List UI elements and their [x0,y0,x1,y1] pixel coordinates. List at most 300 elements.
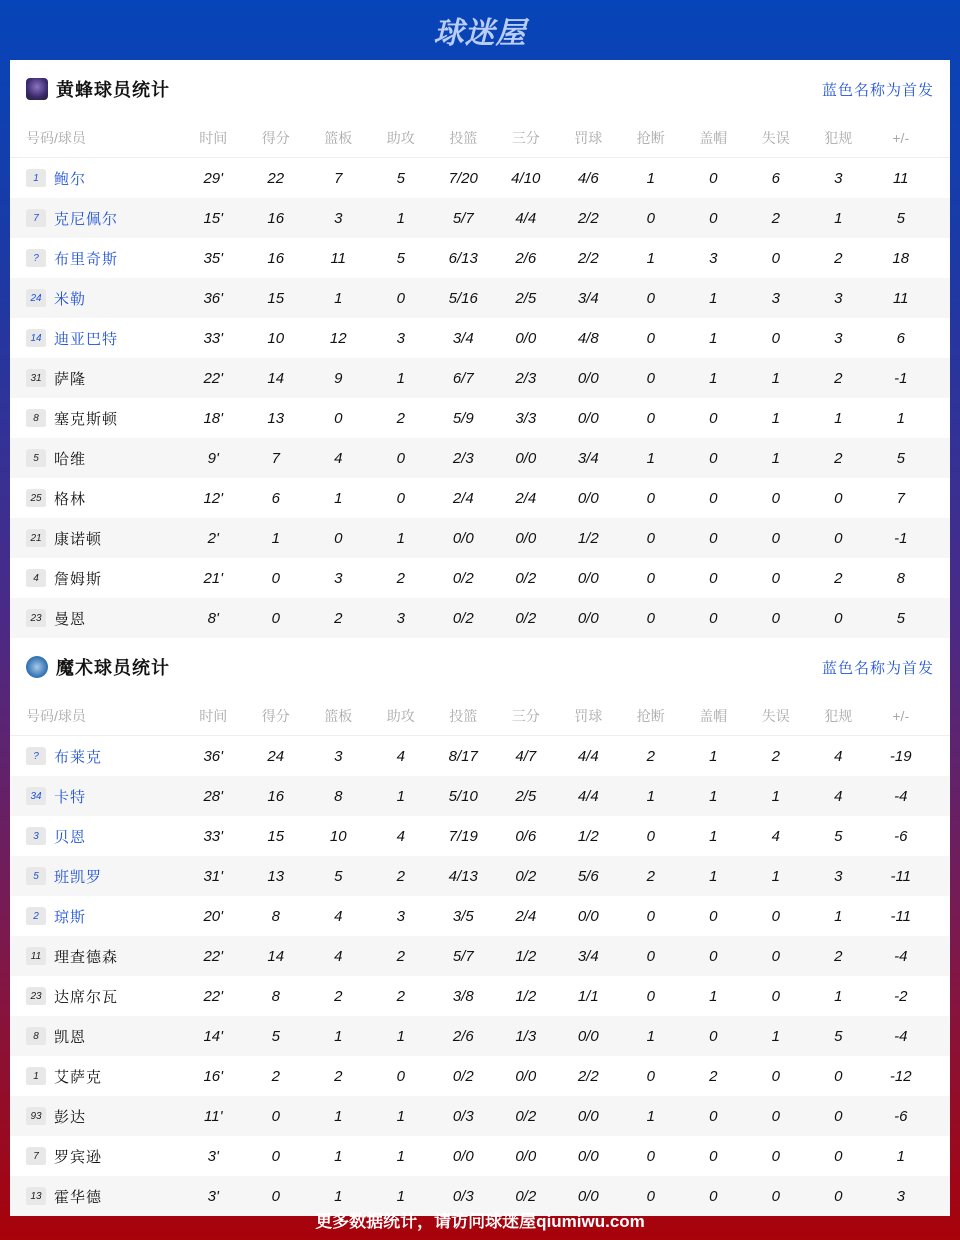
stat-cell: 0 [646,209,655,227]
jersey-number-icon: ? [26,747,46,765]
stat-cell: 9 [334,369,343,387]
stat-cell: 0 [709,409,718,427]
stat-cell: 1 [709,747,718,765]
stat-cell: 5/6 [577,867,599,885]
player-name[interactable]: 卡特 [54,788,87,806]
player-name[interactable]: 萨隆 [54,370,87,388]
stat-cell: 0/0 [452,529,474,547]
stat-cell: 2 [771,747,780,765]
stat-cell: 5 [896,209,905,227]
jersey-number-icon: 34 [26,787,46,805]
stat-cell: 2 [334,987,343,1005]
stat-cell: 3 [334,747,343,765]
column-header: 号码/球员 [26,129,86,146]
stat-cell: 3/4 [577,449,599,467]
player-cell [10,208,182,229]
column-header: 抢断 [636,129,665,146]
player-row[interactable] [10,598,950,638]
stat-cell: 3 [334,209,343,227]
player-name[interactable]: 曼恩 [54,610,87,628]
player-row[interactable] [10,558,950,598]
stat-cell: 5 [396,169,405,187]
jersey-number-icon: 11 [26,947,46,965]
stat-cell: 4 [334,907,343,925]
stat-cell: 22' [203,987,224,1005]
stat-cell: 0 [646,827,655,845]
team-section [10,60,950,638]
stat-cell: 4 [834,747,843,765]
player-row[interactable] [10,518,950,558]
stat-cell: 4 [334,947,343,965]
player-row[interactable] [10,478,950,518]
jersey-number-icon: 23 [26,987,46,1005]
stat-cell: 15 [267,289,285,307]
player-cell [10,866,182,887]
stat-cell: -1 [894,369,908,387]
stat-cell: 1 [334,489,343,507]
player-row[interactable] [10,1136,950,1176]
stat-cell: -6 [894,1107,908,1125]
stat-cell: 0/3 [452,1187,474,1205]
stat-cell: 24 [267,747,285,765]
stat-cell: 14' [203,1027,224,1045]
stat-cell: 0 [709,907,718,925]
column-header: 时间 [199,129,228,146]
player-row[interactable] [10,976,950,1016]
stat-cell: 0/0 [515,329,537,347]
stat-cell: 0/0 [577,369,599,387]
stat-cell: 3 [834,867,843,885]
team-heading [26,76,170,102]
player-cell [10,488,182,509]
stat-cell: 1 [334,1187,343,1205]
stat-cell: 1 [771,787,780,805]
stat-cell: 1 [334,1107,343,1125]
jersey-number-icon: 5 [26,867,46,885]
stat-cell: 33' [203,329,224,347]
stat-cell: 12 [329,329,347,347]
player-name[interactable]: 班凯罗 [54,868,103,886]
starter-legend: 蓝色名称为首发 [821,659,934,677]
stat-cell: 1 [709,827,718,845]
stat-cell: 0/0 [577,489,599,507]
player-name[interactable]: 哈维 [54,450,87,468]
stat-cell: 2 [334,609,343,627]
stat-cell: 1 [771,409,780,427]
jersey-number-icon: 7 [26,1147,46,1165]
stat-cell: 2 [834,947,843,965]
stat-cell: 0 [396,289,405,307]
stat-cell: 1 [771,867,780,885]
jersey-number-icon: 8 [26,1027,46,1045]
player-row[interactable] [10,1096,950,1136]
stat-cell: 3/3 [515,409,537,427]
column-header: +/- [892,129,910,146]
player-name[interactable]: 贝恩 [54,828,87,846]
stat-cell: 8' [207,609,219,627]
player-name[interactable]: 达席尔瓦 [54,988,119,1006]
column-header: 失误 [761,129,790,146]
stat-cell: 1 [646,1107,655,1125]
stat-cell: 2/5 [515,289,537,307]
site-logo: 球迷屋 [433,17,527,50]
stat-cell: 2/4 [452,489,474,507]
stat-cell: 0/0 [577,1187,599,1205]
player-name[interactable]: 塞克斯顿 [54,410,119,428]
column-header: 号码/球员 [26,707,86,724]
jersey-number-icon: 3 [26,827,46,845]
stat-cell: 5/7 [452,209,474,227]
player-name[interactable]: 米勒 [54,290,87,308]
stat-cell: 0/3 [452,1107,474,1125]
stat-cell: 0 [646,987,655,1005]
player-row[interactable] [10,158,950,198]
stat-cell: 0/0 [452,1147,474,1165]
stat-cell: 5/16 [448,289,478,307]
player-name[interactable]: 詹姆斯 [54,570,103,588]
stat-cell: 0 [709,609,718,627]
stat-cell: 6 [271,489,280,507]
stat-cell: -12 [889,1067,912,1085]
player-name[interactable]: 琼斯 [54,908,87,926]
stat-cell: 0/0 [577,1147,599,1165]
stat-cell: 0 [646,569,655,587]
stat-cell: 11 [330,249,347,267]
stat-cell: 4 [396,827,405,845]
stat-cell: 2/6 [452,1027,474,1045]
player-row[interactable] [10,318,950,358]
player-name[interactable]: 罗宾逊 [54,1148,103,1166]
stat-cell: 0 [334,409,343,427]
player-row[interactable] [10,398,950,438]
stat-cell: 35' [203,249,224,267]
stats-card [10,60,950,1206]
stat-cell: 0 [834,1147,843,1165]
player-name[interactable]: 康诺顿 [54,530,103,548]
stat-cell: 0 [771,569,780,587]
stat-cell: 0 [646,489,655,507]
player-cell [10,906,182,927]
stat-cell: 0/0 [515,449,537,467]
stat-cell: 0 [709,947,718,965]
stat-cell: 0 [709,1107,718,1125]
stat-cell: 12' [203,489,224,507]
player-cell [10,328,182,349]
jersey-number-icon: 21 [26,529,46,547]
stat-cell: 5 [896,449,905,467]
stat-cell: 2 [771,209,780,227]
column-header: 时间 [199,707,228,724]
stat-cell: 0 [271,1107,280,1125]
stat-cell: 2' [207,529,219,547]
stat-cell: 0/6 [515,827,537,845]
player-cell [10,408,182,429]
stat-cell: 5/9 [452,409,474,427]
stat-cell: 8 [334,787,343,805]
stat-cell: 0 [771,947,780,965]
stat-cell: 15 [267,827,285,845]
stat-cell: 36' [203,747,224,765]
stat-cell: 2/3 [515,369,537,387]
stat-cell: 3/4 [452,329,474,347]
player-row[interactable] [10,1016,950,1056]
stat-cell: 2/4 [515,489,537,507]
stat-cell: 0 [771,249,780,267]
player-name[interactable]: 格林 [54,490,87,508]
stat-cell: -11 [890,867,912,885]
player-row[interactable] [10,1056,950,1096]
stat-cell: 1 [834,209,843,227]
stat-cell: 3 [834,289,843,307]
player-cell [10,608,182,629]
stat-cell: 0 [334,529,343,547]
stat-cell: 2 [396,409,405,427]
player-cell [10,946,182,967]
stat-cell: 20' [203,907,224,925]
stat-cell: 2 [396,867,405,885]
stat-cell: 22' [203,947,224,965]
stat-cell: 1 [646,1027,655,1045]
column-header-row [10,118,950,158]
player-row[interactable] [10,936,950,976]
stat-cell: 3 [834,169,843,187]
column-header: 犯规 [824,129,853,146]
stat-cell: 0 [709,569,718,587]
player-row[interactable] [10,816,950,856]
stat-cell: 0 [771,1187,780,1205]
stat-cell: 5 [334,867,343,885]
player-cell [10,1146,182,1167]
stat-cell: 1 [396,369,405,387]
player-cell [10,1026,182,1047]
stat-cell: 2 [271,1067,280,1085]
stat-cell: 0 [834,529,843,547]
stat-cell: 11 [892,289,909,307]
stat-cell: 2/2 [577,1067,599,1085]
hornets-logo-icon [26,78,48,100]
stat-cell: 7 [334,169,343,187]
stat-cell: 0 [771,609,780,627]
stat-cell: 0 [709,1187,718,1205]
player-row[interactable] [10,358,950,398]
player-name[interactable]: 克尼佩尔 [54,210,119,228]
stat-cell: 1/2 [577,827,599,845]
stat-cell: 1/3 [515,1027,537,1045]
team-title: 魔术球员统计 [56,658,170,678]
player-cell [10,1106,182,1127]
player-row[interactable] [10,856,950,896]
player-cell [10,786,182,807]
stat-cell: 13 [267,867,285,885]
stat-cell: 0 [271,609,280,627]
stat-cell: 1 [271,529,280,547]
stat-cell: 16 [267,787,285,805]
stat-cell: 33' [203,827,224,845]
stat-cell: 0 [771,1067,780,1085]
player-row[interactable] [10,278,950,318]
stat-cell: 0 [834,1067,843,1085]
jersey-number-icon: 25 [26,489,46,507]
stat-cell: 1 [396,1107,405,1125]
player-name[interactable]: 鲍尔 [54,170,87,188]
stat-cell: 21' [203,569,224,587]
section-header [10,60,950,118]
stat-cell: 0 [771,987,780,1005]
player-row[interactable] [10,896,950,936]
stat-cell: 0/0 [577,1107,599,1125]
jersey-number-icon: 4 [26,569,46,587]
stat-cell: 7/20 [448,169,478,187]
stat-cell: 0 [646,289,655,307]
stat-cell: 3 [896,1187,905,1205]
stat-cell: 1 [646,169,655,187]
stat-cell: 1 [396,1187,405,1205]
column-header: 三分 [511,707,540,724]
stat-cell: 0 [709,489,718,507]
stat-cell: 1 [709,289,718,307]
column-header: +/- [892,707,910,724]
stat-cell: 2 [709,1067,718,1085]
stat-cell: 3/4 [577,289,599,307]
stat-cell: 2/5 [515,787,537,805]
column-header: 失误 [761,707,790,724]
starter-legend: 蓝色名称为首发 [821,81,934,99]
stat-cell: 14 [267,947,285,965]
column-header: 罚球 [574,129,603,146]
jersey-number-icon: 13 [26,1187,46,1205]
stat-cell: 5 [834,1027,843,1045]
player-cell [10,746,182,767]
stat-cell: 6/7 [452,369,474,387]
stat-cell: 0 [834,1107,843,1125]
stat-cell: 3 [396,609,405,627]
jersey-number-icon: 14 [26,329,46,347]
player-cell [10,986,182,1007]
player-name[interactable]: 彭达 [54,1108,87,1126]
stat-cell: 0 [771,329,780,347]
stat-cell: 2 [646,867,655,885]
section-header [10,638,950,696]
column-header: 盖帽 [699,129,728,146]
player-row[interactable] [10,736,950,776]
player-name[interactable]: 理查德森 [54,948,119,966]
stat-cell: 1 [834,409,843,427]
stat-cell: -2 [894,987,908,1005]
jersey-number-icon: 5 [26,449,46,467]
stat-cell: 4/7 [515,747,537,765]
player-name[interactable]: 艾萨克 [54,1068,103,1086]
stat-cell: 2 [396,947,405,965]
stat-cell: 5 [271,1027,280,1045]
stat-cell: 0 [271,1147,280,1165]
player-name[interactable]: 迪亚巴特 [54,330,119,348]
stat-cell: 5/7 [452,947,474,965]
jersey-number-icon: 8 [26,409,46,427]
stat-cell: 5 [896,609,905,627]
stat-cell: 0/0 [577,907,599,925]
stat-cell: 22 [267,169,285,187]
stat-cell: 16' [203,1067,224,1085]
column-header: 助攻 [386,707,415,724]
stat-cell: 1 [709,329,718,347]
stat-cell: 2/2 [577,209,599,227]
team-heading [26,654,170,680]
stat-cell: 3 [709,249,718,267]
stat-cell: 10 [329,827,347,845]
stat-cell: 0/0 [577,409,599,427]
stat-cell: 2 [396,569,405,587]
stat-cell: 0 [646,529,655,547]
stat-cell: 2 [834,449,843,467]
player-cell [10,368,182,389]
stat-cell: 9' [207,449,219,467]
stat-cell: 1 [896,409,905,427]
stat-cell: 1 [834,987,843,1005]
stat-cell: 2 [334,1067,343,1085]
player-row[interactable] [10,438,950,478]
stat-cell: 11' [204,1107,223,1125]
stat-cell: 3 [396,329,405,347]
stat-cell: 1/2 [515,987,537,1005]
stat-cell: 28' [203,787,224,805]
player-name[interactable]: 霍华德 [54,1188,103,1206]
stat-cell: 18' [203,409,224,427]
column-header: 得分 [261,707,290,724]
stat-cell: 0/2 [515,609,537,627]
stat-cell: 4/13 [448,867,478,885]
player-name[interactable]: 布里奇斯 [54,250,119,268]
stat-cell: 3 [396,907,405,925]
stat-cell: 1 [896,1147,905,1165]
stat-cell: 1 [771,449,780,467]
stat-cell: 2 [834,569,843,587]
stat-cell: 1 [334,1027,343,1045]
stat-cell: 0 [771,1147,780,1165]
player-row[interactable] [10,776,950,816]
stat-cell: 0 [709,529,718,547]
stat-cell: 2/3 [452,449,474,467]
stat-cell: 1 [834,907,843,925]
stat-cell: 2/2 [577,249,599,267]
stat-cell: 4/4 [515,209,537,227]
footer-banner: 更多数据统计，请访问球迷屋qiumiwu.com [315,1211,645,1231]
column-header: 篮板 [324,129,353,146]
stat-cell: 6 [896,329,905,347]
stat-cell: 4/10 [511,169,541,187]
stat-cell: 0 [646,329,655,347]
stat-cell: 0/2 [515,867,537,885]
player-row[interactable] [10,198,950,238]
top-bar [0,0,960,60]
stat-cell: 0 [771,1107,780,1125]
stat-cell: 0/2 [452,609,474,627]
stat-cell: 36' [203,289,224,307]
stat-cell: 16 [267,209,285,227]
stat-cell: 0/0 [577,609,599,627]
player-row[interactable] [10,238,950,278]
stat-cell: 3 [334,569,343,587]
player-name[interactable]: 凯恩 [54,1028,87,1046]
stat-cell: 1 [646,449,655,467]
stat-cell: 2 [646,747,655,765]
player-name[interactable]: 布莱克 [54,748,103,766]
column-header: 犯规 [824,707,853,724]
column-header: 盖帽 [699,707,728,724]
stat-cell: 1 [646,249,655,267]
stat-cell: 1 [771,369,780,387]
stat-cell: 3/4 [577,947,599,965]
stat-cell: 6/13 [448,249,478,267]
